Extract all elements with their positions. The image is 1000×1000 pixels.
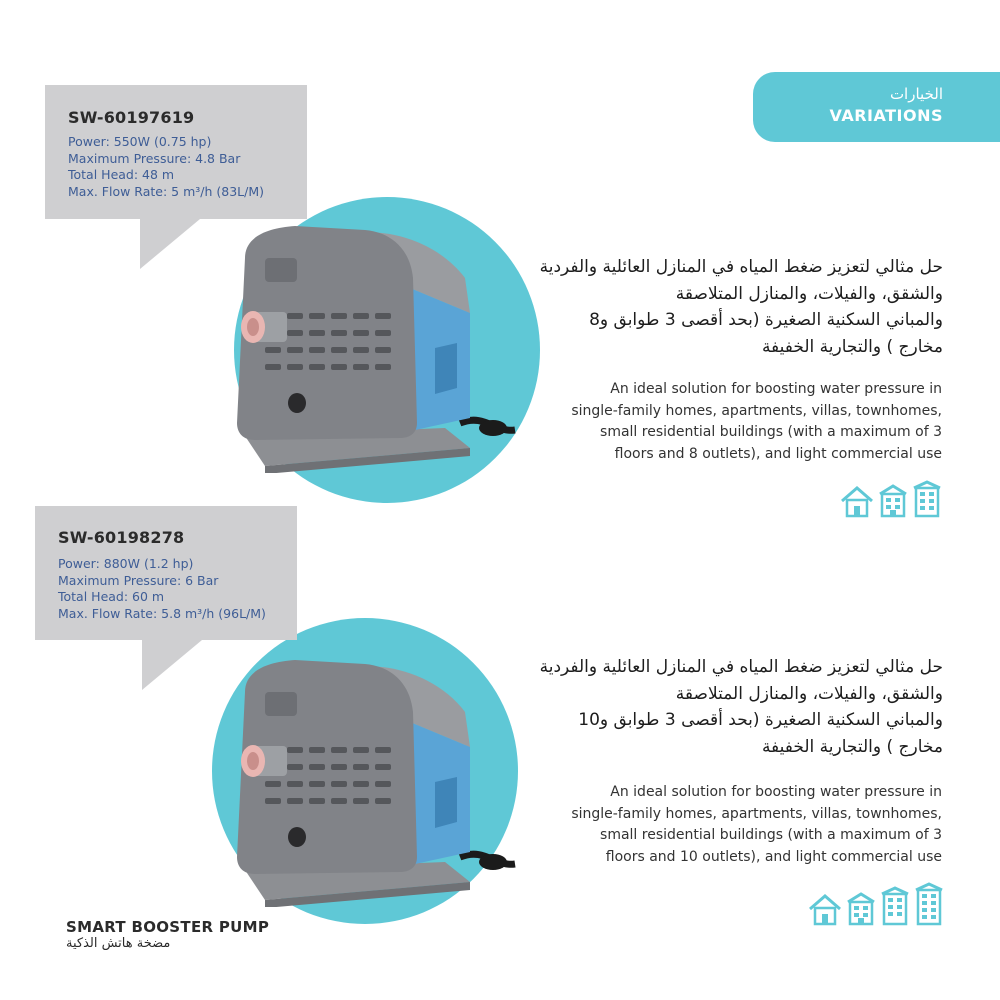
- product-2-description-en: [512, 782, 942, 868]
- product-2-ar-line: والشقق، والفيلات، والمنازل المتلاصقة: [675, 683, 943, 704]
- product-2-power: Power: 880W (1.2 hp): [58, 556, 194, 571]
- product-1-en-line: single-family homes, apartments, villas, townhomes,: [571, 402, 942, 419]
- product-1-ar-line: حل مثالي لتعزيز ضغط المياه في المنازل العائلية والفردية: [539, 257, 943, 277]
- product-1-pressure: Maximum Pressure: 4.8 Bar: [68, 150, 241, 166]
- house-icon: [808, 892, 842, 926]
- product-1-ar-line: والمباني السكنية الصغيرة (بحد أقصى 3 طوابق و8: [589, 310, 943, 330]
- product-1-model: SW-60197619: [68, 108, 195, 127]
- product-1-power: Power: 550W (0.75 hp): [68, 134, 212, 149]
- product-1-head: Total Head: 48 m: [68, 167, 175, 182]
- variations-tab: [753, 72, 1000, 142]
- product-2-ar-line: مخارج ) والتجارية الخفيفة: [761, 736, 943, 757]
- product-2-description-ar: [483, 654, 943, 760]
- product-2-flow: Max. Flow Rate: 5.8 m³/h (96L/M): [58, 605, 266, 621]
- apartment-building-icon: [880, 886, 910, 926]
- product-1-description-ar: [483, 254, 943, 360]
- product-2-head: Total Head: 60 m: [58, 589, 165, 604]
- house-icon: [840, 484, 874, 518]
- variations-title-en: VARIATIONS: [829, 106, 943, 125]
- product-1-en-line: small residential buildings (with a maximum of 3: [600, 424, 942, 440]
- apartment-building-icon: [912, 480, 942, 518]
- product-2-en-line: An ideal solution for boosting water pressure in: [610, 784, 942, 800]
- variations-title-ar: الخيارات: [889, 85, 943, 103]
- small-building-icon: [846, 892, 876, 926]
- small-building-icon: [878, 484, 908, 518]
- apartment-building-icon: [914, 882, 944, 926]
- product-1-ar-line: مخارج ) والتجارية الخفيفة: [761, 336, 943, 357]
- footer-title-en: SMART BOOSTER PUMP: [66, 918, 270, 936]
- product-2-building-icons: [808, 882, 944, 926]
- product-1-building-icons: [840, 480, 942, 518]
- product-1-flow: Max. Flow Rate: 5 m³/h (83L/M): [68, 183, 264, 199]
- product-2-model: SW-60198278: [58, 528, 185, 547]
- footer-title-ar: مضخة هاتش الذكية: [66, 936, 171, 951]
- product-1-ar-line: والشقق، والفيلات، والمنازل المتلاصقة: [675, 283, 943, 304]
- product-2-specs: [58, 556, 266, 622]
- product-2-ar-line: والمباني السكنية الصغيرة (بحد أقصى 3 طوابق و10: [578, 710, 943, 730]
- product-2-pressure: Maximum Pressure: 6 Bar: [58, 572, 219, 588]
- product-2-ar-line: حل مثالي لتعزيز ضغط المياه في المنازل العائلية والفردية: [539, 657, 943, 677]
- product-2-en-line: small residential buildings (with a maximum of 3: [600, 827, 942, 843]
- product-2-bubble-tail: [142, 640, 202, 690]
- product-1-bubble-tail: [140, 219, 200, 269]
- product-1-en-line: floors and 8 outlets), and light commercial use: [614, 445, 942, 462]
- product-2-en-line: floors and 10 outlets), and light commercial use: [605, 848, 942, 865]
- product-1-description-en: [512, 379, 942, 465]
- product-2-en-line: single-family homes, apartments, villas, townhomes,: [571, 805, 942, 822]
- product-1-specs: [68, 134, 264, 200]
- product-1-en-line: An ideal solution for boosting water pressure in: [610, 381, 942, 397]
